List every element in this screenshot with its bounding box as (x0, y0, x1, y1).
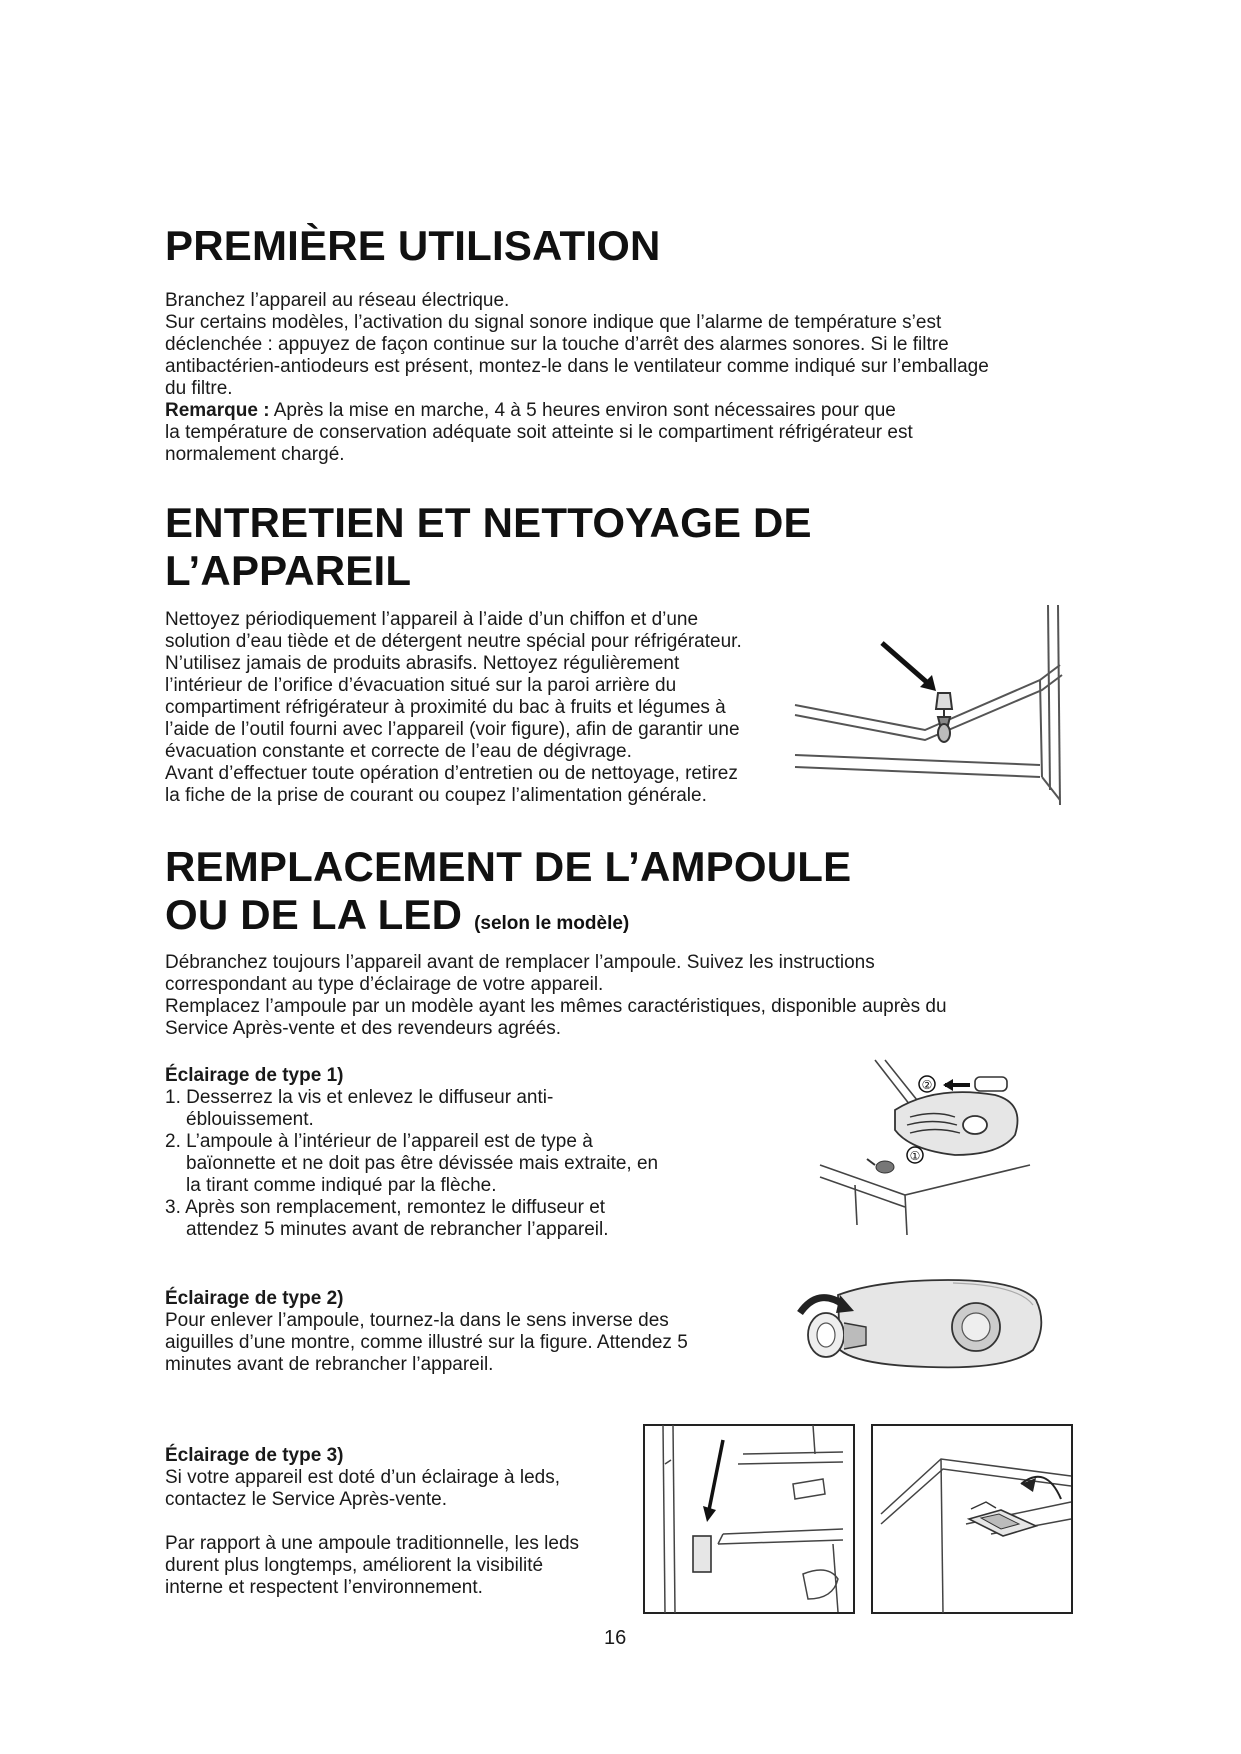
title-line: ENTRETIEN ET NETTOYAGE DE (165, 499, 812, 546)
type1-heading: Éclairage de type 1) (165, 1065, 344, 1086)
section-title-premiere-utilisation: PREMIÈRE UTILISATION (165, 222, 661, 269)
text-line: aiguilles d’une montre, comme illustré sur la figure. Attendez 5 (165, 1332, 688, 1353)
text-line: N’utilisez jamais de produits abrasifs. Nettoyez régulièrement (165, 653, 680, 674)
text-line: Branchez l’appareil au réseau électrique. (165, 290, 510, 311)
text-line: Si votre appareil est doté d’un éclairage à leds, (165, 1467, 561, 1488)
title-line (165, 891, 851, 948)
text-line: Remplacez l’ampoule par un modèle ayant les mêmes caractéristiques, disponible auprès du (165, 996, 947, 1017)
text-line: déclenchée : appuyez de façon continue sur la touche d’arrêt des alarmes sonores. Si le filtre (165, 334, 949, 355)
text-line: minutes avant de rebrancher l’appareil. (165, 1354, 494, 1375)
text-line: l’intérieur de l’orifice d’évacuation situé sur la paroi arrière du (165, 675, 677, 696)
callout-1: ① (909, 1149, 921, 1163)
text-line: Sur certains modèles, l’activation du signal sonore indique que l’alarme de température s’est (165, 312, 942, 333)
type2-lamp-illustration (778, 1275, 1050, 1375)
text-line: contactez le Service Après-vente. (165, 1489, 447, 1510)
section-title-remplacement (165, 843, 851, 948)
text-line: antibactérien-antiodeurs est présent, montez-le dans le ventilateur comme indiqué sur l’emballage (165, 356, 989, 377)
step-line: attendez 5 minutes avant de rebrancher l’appareil. (186, 1219, 609, 1240)
title-text: OU DE LA LED (165, 891, 463, 938)
step-line: 1. Desserrez la vis et enlevez le diffuseur anti- (165, 1087, 554, 1108)
type1-lamp-illustration (815, 1055, 1045, 1240)
step-line: 3. Après son remplacement, remontez le diffuseur et (165, 1197, 606, 1218)
text-line: l’aide de l’outil fourni avec l’appareil (voir figure), afin de garantir une (165, 719, 740, 740)
section3-intro (165, 952, 1095, 1040)
text-line: Nettoyez périodiquement l’appareil à l’aide d’un chiffon et d’une (165, 609, 699, 630)
type3-heading: Éclairage de type 3) (165, 1445, 344, 1466)
type1-block (165, 1065, 765, 1241)
drain-plug-icon (936, 693, 952, 742)
title-suffix: (selon le modèle) (474, 913, 630, 934)
step-line: la tirant comme indiqué par la flèche. (186, 1175, 497, 1196)
text-line: du filtre. (165, 378, 233, 399)
text-line: interne et respectent l’environnement. (165, 1577, 483, 1598)
title-line: L’APPAREIL (165, 547, 412, 594)
text-line: durent plus longtemps, améliorent la visibilité (165, 1555, 544, 1576)
lamp-housing-icon (838, 1280, 1041, 1367)
paragraph-gap (165, 1511, 645, 1533)
remark-label: Remarque : (165, 400, 270, 421)
text-line: la fiche de la prise de courant ou coupez l’alimentation générale. (165, 785, 707, 806)
page-number: 16 (604, 1627, 627, 1649)
text-line: solution d’eau tiède et de détergent neutre spécial pour réfrigérateur. (165, 631, 742, 652)
type3-led-ceiling-illustration (871, 1424, 1073, 1614)
text-line: normalement chargé. (165, 444, 345, 465)
bulb-icon (975, 1077, 1007, 1091)
callout-2: ② (921, 1078, 933, 1092)
text-line: la température de conservation adéquate soit atteinte si le compartiment réfrigérateur est (165, 422, 913, 443)
drain-tool-illustration (790, 605, 1080, 810)
remark-text: Après la mise en marche, 4 à 5 heures environ sont nécessaires pour que (269, 400, 896, 421)
title-line: REMPLACEMENT DE L’AMPOULE (165, 843, 852, 890)
type2-heading: Éclairage de type 2) (165, 1288, 344, 1309)
section2-body (165, 609, 785, 807)
arrow-icon (882, 643, 930, 685)
type3-block (165, 1445, 645, 1599)
led-panel-icon (693, 1536, 711, 1572)
type3-led-interior-illustration (643, 1424, 855, 1614)
step-line: 2. L’ampoule à l’intérieur de l’appareil est de type à (165, 1131, 593, 1152)
text-line: Avant d’effectuer toute opération d’entretien ou de nettoyage, retirez (165, 763, 738, 784)
remark-line (165, 400, 1095, 422)
text-line: Débranchez toujours l’appareil avant de remplacer l’ampoule. Suivez les instructions (165, 952, 875, 973)
step-line: éblouissement. (186, 1109, 314, 1130)
section-title-entretien (165, 499, 812, 595)
text-line: Pour enlever l’ampoule, tournez-la dans le sens inverse des (165, 1310, 669, 1331)
text-line: Service Après-vente et des revendeurs agréés. (165, 1018, 562, 1039)
type2-block (165, 1288, 765, 1376)
step-line: baïonnette et ne doit pas être dévissée mais extraite, en (186, 1153, 659, 1174)
text-line: compartiment réfrigérateur à proximité du bac à fruits et légumes à (165, 697, 726, 718)
text-line: Par rapport à une ampoule traditionnelle, les leds (165, 1533, 580, 1554)
section1-body (165, 290, 1095, 466)
text-line: évacuation constante et correcte de l’eau de dégivrage. (165, 741, 632, 762)
screw-icon (867, 1159, 894, 1173)
text-line: correspondant au type d’éclairage de votre appareil. (165, 974, 604, 995)
